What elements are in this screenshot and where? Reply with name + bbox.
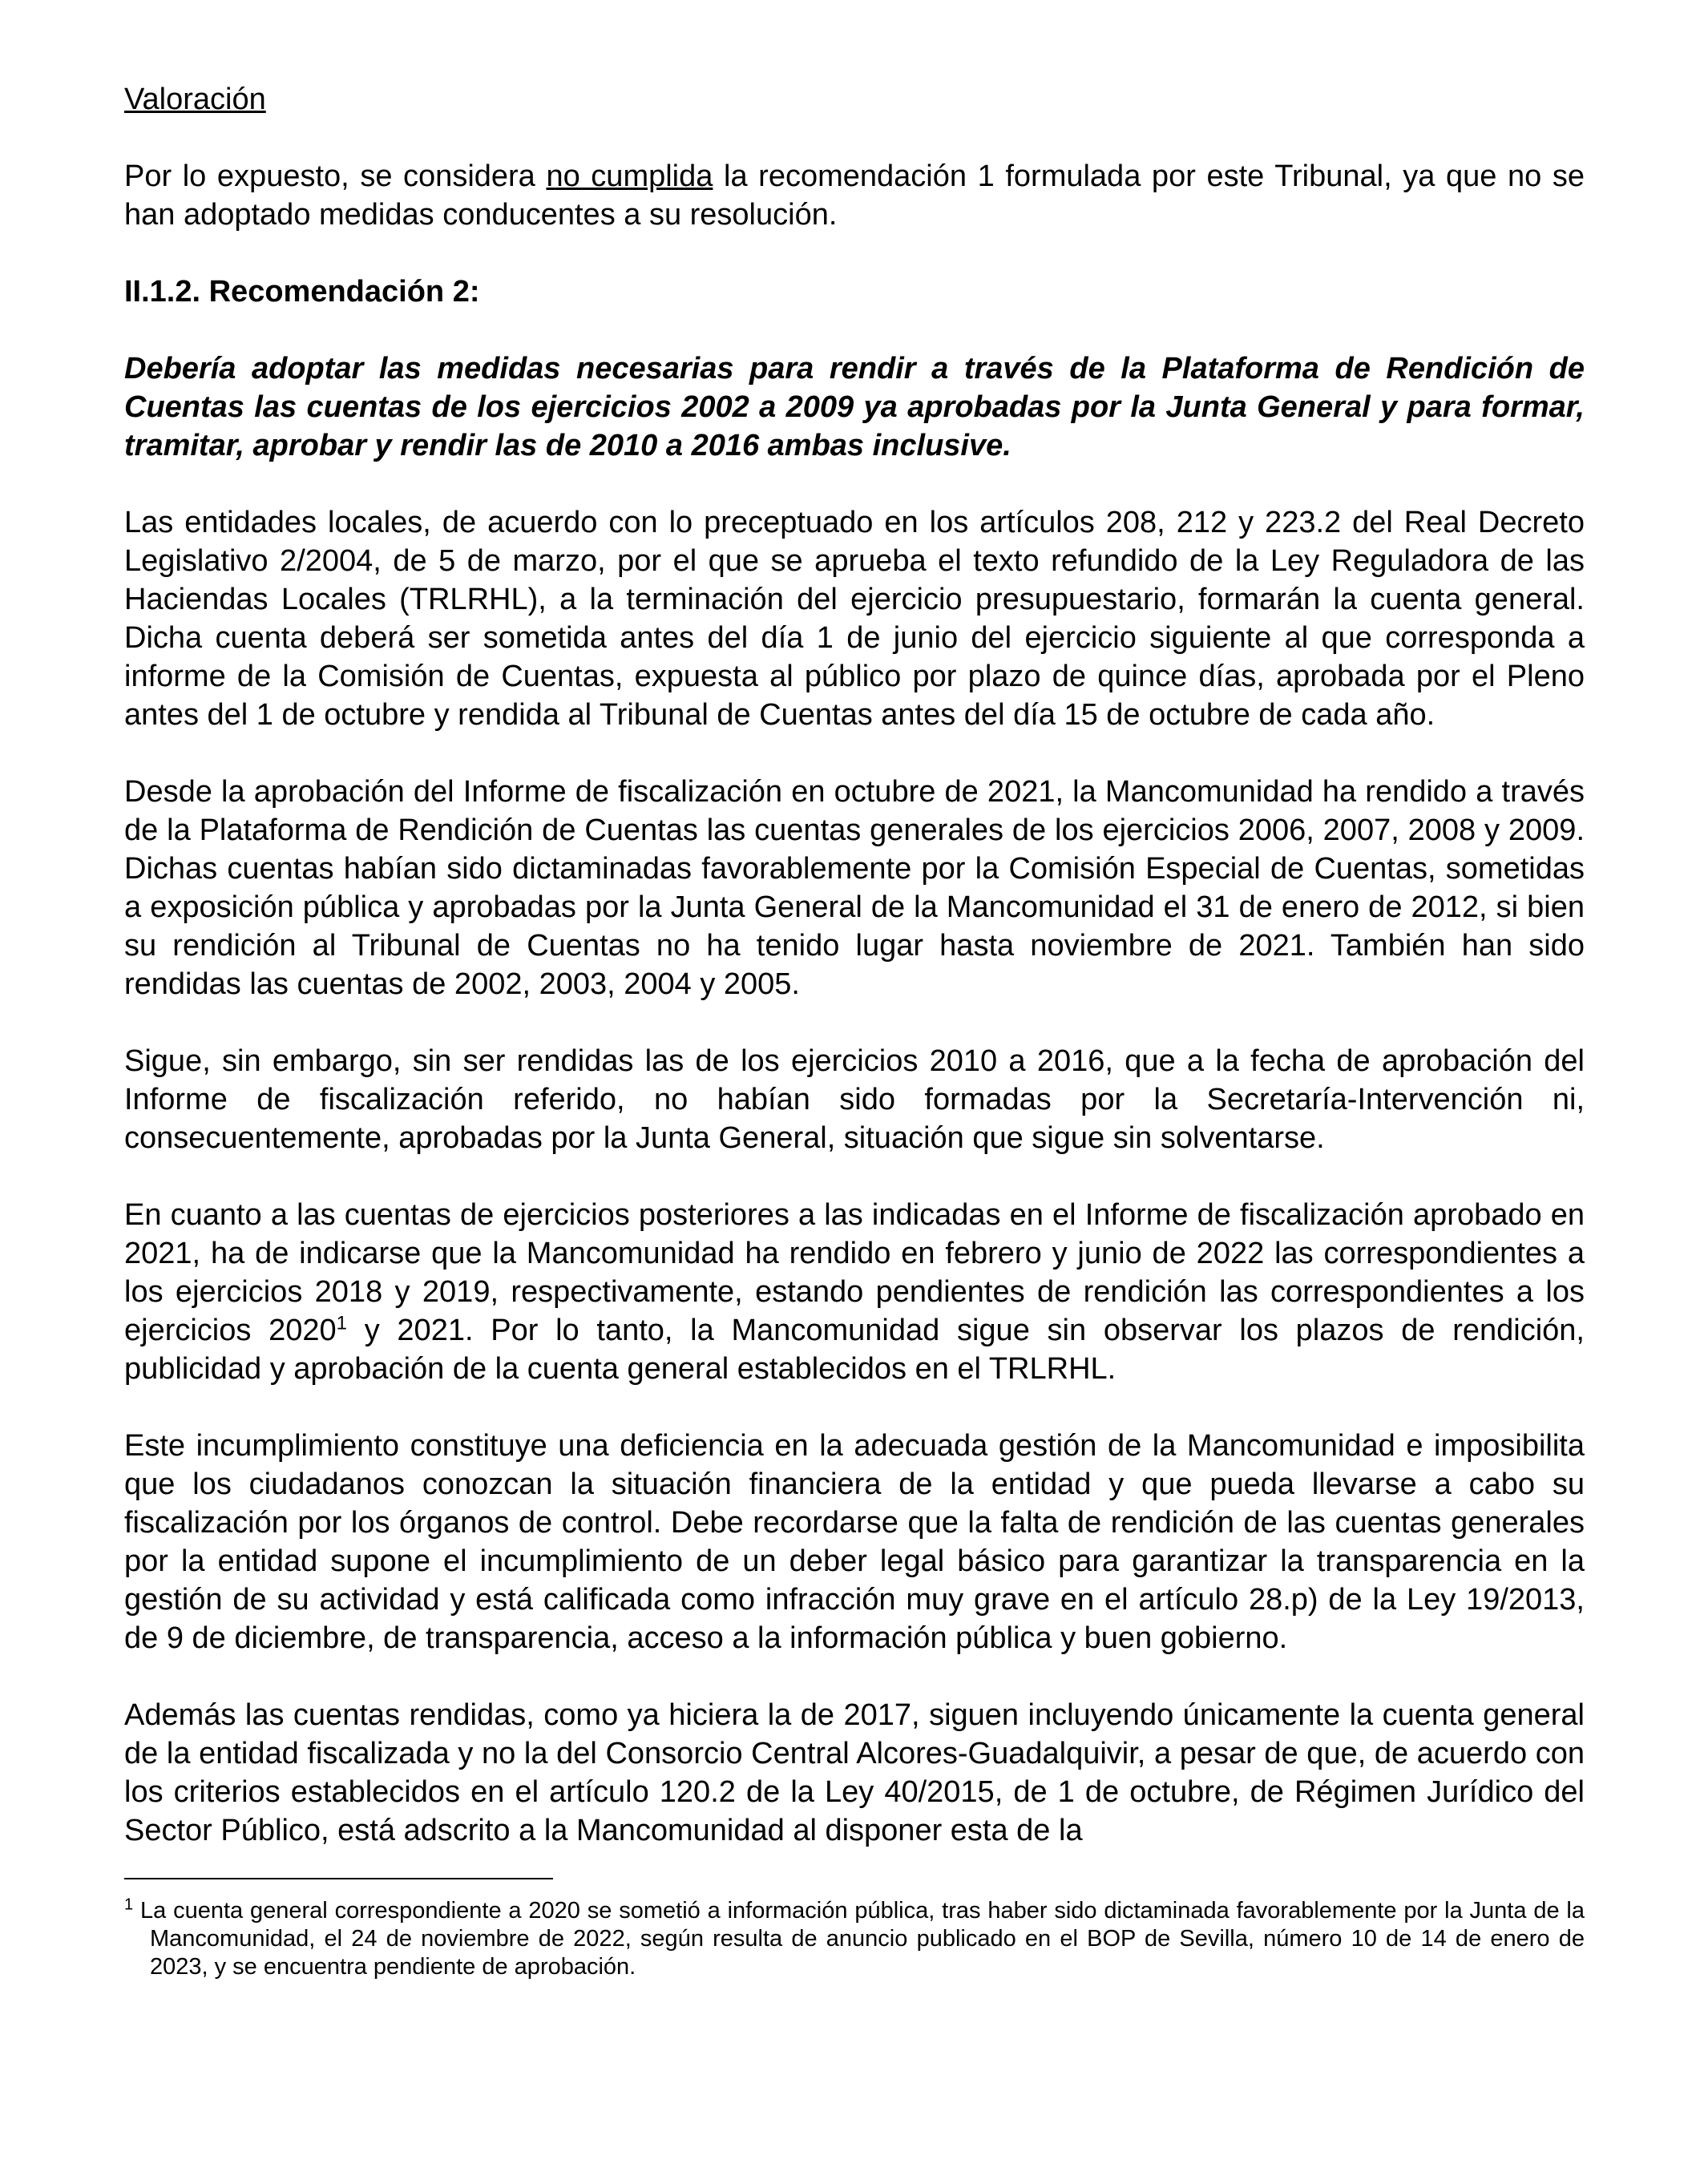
paragraph-pending-accounts: Sigue, sin embargo, sin ser rendidas las de los ejercicios 2010 a 2016, que a la fecha de aprobación del Informe de fiscalización referido, no habían sido formadas por la Secretaría-Intervención ni, consecuentemente, aprobadas por la Junta General, situación que sigue sin solventarse. [124, 1044, 1585, 1155]
paragraph-legal-framework: Las entidades locales, de acuerdo con lo preceptuado en los artículos 208, 212 y 223.2 del Real Decreto Legislativo 2/2004, de 5 de marzo, por el que se aprueba el texto refundido de la Ley Reguladora de las Haciendas Locales (TRLRHL), a la terminación del ejercicio presupuestario, formarán la cuenta general. Dicha cuenta deberá ser sometida antes del día 1 de junio del ejercicio siguiente al que corresponda a informe de la Comisión de Cuentas, expuesta al público por plazo de quince días, aprobada por el Pleno antes del 1 de octubre y rendida al Tribunal de Cuentas antes del día 15 de octubre de cada año. [124, 506, 1585, 732]
footnote-reference: 1 [336, 1312, 347, 1334]
paragraph-accounts-rendered: Desde la aprobación del Informe de fiscalización en octubre de 2021, la Mancomunidad ha rendido a través de la Plataforma de Rendición de Cuentas las cuentas generales de los ejercicios 2006, 2007, 2008 y 2009. Dichas cuentas habían sido dictaminadas favorablemente por la Comisión Especial de Cuentas, sometidas a exposición pública y aprobadas por la Junta General de la Mancomunidad el 31 de enero de 2012, si bien su rendición al Tribunal de Cuentas no ha tenido lugar hasta noviembre de 2021. También han sido rendidas las cuentas de 2002, 2003, 2004 y 2005. [124, 775, 1585, 1001]
no-cumplida-text: no cumplida [546, 159, 713, 193]
paragraph-noncompliance: Este incumplimiento constituye una deficiencia en la adecuada gestión de la Mancomunidad e imposibilita que los ciudadanos conozcan la situación financiera de la entidad y que pueda llevarse a cabo su fiscalización por los órganos de control. Debe recordarse que la falta de rendición de las cuentas generales por la entidad supone el incumplimiento de un deber legal básico para garantizar la transparencia en la gestión de su actividad y está calificada como infracción muy grave en el artículo 28.p) de la Ley 19/2013, de 9 de diciembre, de transparencia, acceso a la información pública y buen gobierno. [124, 1429, 1585, 1655]
recommendation-text: Debería adoptar las medidas necesarias para rendir a través de la Plataforma de Rendición de Cuentas las cuentas de los ejercicios 2002 a 2009 ya aprobadas por la Junta General y para formar, tramitar, aprobar y rendir las de 2010 a 2016 ambas inclusive. [124, 352, 1585, 462]
section-heading: II.1.2. Recomendación 2: [124, 275, 480, 309]
footnote-divider [124, 1878, 553, 1879]
paragraph-consortium: Además las cuentas rendidas, como ya hiciera la de 2017, siguen incluyendo únicamente la cuenta general de la entidad fiscalizada y no la del Consorcio Central Alcores-Guadalquivir, a pesar de que, de acuerdo con los criterios establecidos en el artículo 120.2 de la Ley 40/2015, de 1 de octubre, de Régimen Jurídico del Sector Público, está adscrito a la Mancomunidad al disponer esta de la [124, 1698, 1585, 1847]
valoracion-paragraph: Por lo expuesto, se considera no cumplida la recomendación 1 formulada por este Tribunal, ya que no se han adoptado medidas conducentes a su resolución. [124, 159, 1585, 232]
document-page [124, 80, 1585, 1981]
footnote: $^1$ La cuenta general correspondiente a 2020 se sometió a información pública, tras haber sido dictaminada favorablemente por la Junta de la Mancomunidad, el 24 de noviembre de 2022, según resulta de anuncio publicado en el BOP de Sevilla, número 10 de 14 de enero de 2023, y se encuentra pendiente de aprobación. [124, 1895, 1585, 1980]
paragraph-later-years: En cuanto a las cuentas de ejercicios posteriores a las indicadas en el Informe de fiscalización aprobado en 2021, ha de indicarse que la Mancomunidad ha rendido en febrero y junio de 2022 las correspondientes a los ejercicios 2018 y 2019, respectivamente, estando pendientes de rendición las correspondientes a los ejercicios 2020$^1$ y 2021. Por lo tanto, la Mancomunidad sigue sin observar los plazos de rendición, publicidad y aprobación de la cuenta general establecidos en el TRLRHL. [124, 1198, 1585, 1386]
footnote-marker: 1 [124, 1895, 134, 1914]
valoracion-heading: Valoración [124, 83, 266, 116]
